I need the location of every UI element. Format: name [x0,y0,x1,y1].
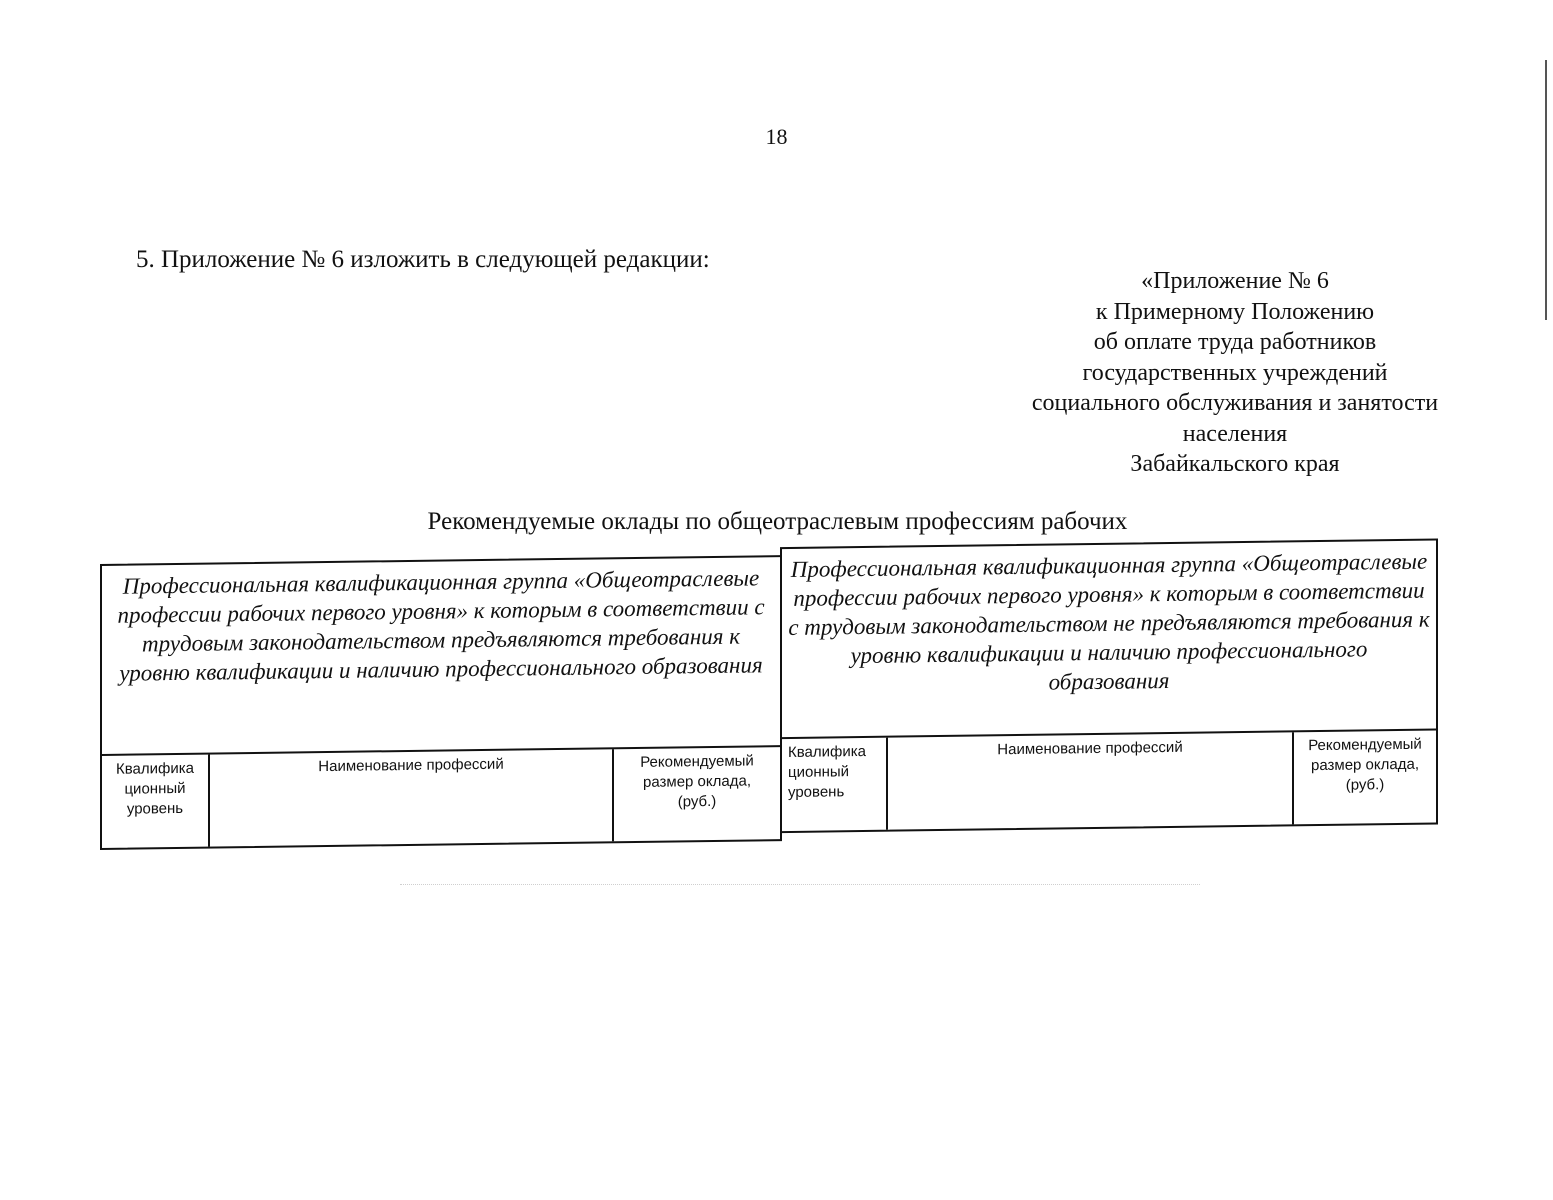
table-title [0,508,1553,536]
appendix-line: об оплате труда работников [1093,329,1377,355]
group-title-left: Профессиональная квалификационная группа «Общеотраслевые профессии рабочих первого уровня» к которым в соответствии с трудовым законодательством предъявляются требования к уровню квалификации и наличию профессионального образования [117,565,765,686]
group-title-right: Профессиональная квалификационная группа «Общеотраслевые профессии рабочих первого уровня» к которым в соответствии с трудовым законодательством не предъявляются требования к уровню квалификации и наличию профессионального образования [788,548,1430,695]
appendix-line: к Примерному Положению [1095,298,1375,325]
header-profession-name: Наименование профессий [886,732,1292,829]
table-title-text: Рекомендуемые оклады по общеотраслевым профессиям рабочих [427,508,1128,535]
appendix-line: населения [1182,420,1288,447]
appendix-heading [1000,266,1470,480]
appendix-line: «Приложение № 6 [1141,268,1329,294]
scan-edge-line [1545,60,1547,320]
table-left-half [100,555,782,850]
appendix-line: социального обслуживания и занятости [1031,390,1439,416]
scan-artifact-dots [400,884,1200,889]
salary-table [100,538,1438,846]
header-qualification-level: Квалифика ционный уровень [116,759,194,818]
appendix-line: государственных учреждений [1082,359,1388,386]
instruction-text: 5. Приложение № 6 изложить в следующей редакции: [136,246,710,273]
header-row-left [102,745,780,848]
table-right-half [780,538,1438,833]
page-number: 18 [765,124,788,149]
header-recommended-salary: Рекомендуемый размер оклада, (руб.) [1292,731,1436,825]
header-qualification-level: Квалифика ционный уровень [788,742,866,801]
header-row-right [782,729,1436,832]
header-recommended-salary: Рекомендуемый размер оклада, (руб.) [612,747,780,841]
appendix-line: Забайкальского края [1130,451,1340,477]
header-profession-name: Наименование профессий [208,749,612,846]
